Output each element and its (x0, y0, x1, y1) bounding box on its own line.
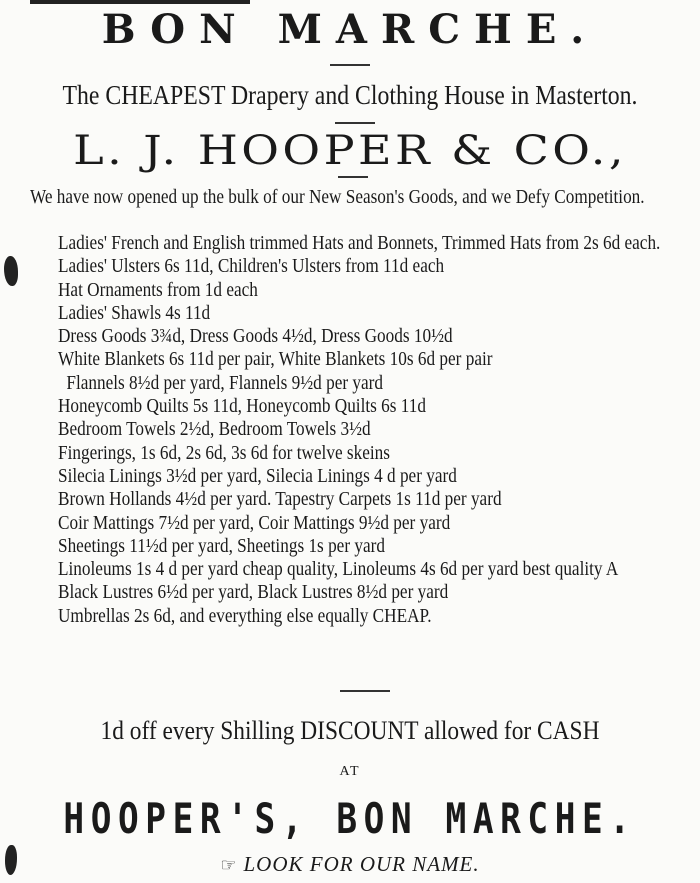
list-item: Ladies' Ulsters 6s 11d, Children's Ulsters from 11d each (58, 255, 445, 278)
list-item: Hat Ornaments from 1d each (58, 278, 258, 301)
top-border-rule (30, 0, 250, 4)
list-item: Ladies' Shawls 4s 11d (58, 301, 211, 324)
list-item: Black Lustres 6½d per yard, Black Lustres 8½d per yard (58, 581, 449, 604)
store-name: HOOPER'S, BON MARCHE. (63, 794, 637, 843)
list-item: Umbrellas 2s 6d, and everything else equally CHEAP. (58, 604, 432, 627)
at-label: AT (339, 764, 361, 779)
discount-line: 1d off every Shilling DISCOUNT allowed for CASH (100, 716, 600, 745)
divider-rule (338, 176, 368, 178)
advert-subtitle: The CHEAPEST Drapery and Clothing House in Masterton. (62, 80, 638, 110)
look-for-name-text: LOOK FOR OUR NAME. (243, 852, 480, 876)
divider-rule (330, 64, 370, 66)
intro-text: We have now opened up the bulk of our New Season's Goods, and we Defy Competition. (30, 186, 645, 208)
goods-list (58, 232, 700, 628)
list-item: Silecia Linings 3½d per yard, Silecia Linings 4 d per yard (58, 464, 457, 487)
list-item: Fingerings, 1s 6d, 2s 6d, 3s 6d for twelve skeins (58, 441, 390, 464)
list-item: Bedroom Towels 2½d, Bedroom Towels 3½d (58, 418, 371, 441)
list-item: Dress Goods 3¾d, Dress Goods 4½d, Dress Goods 10½d (58, 325, 453, 348)
divider-rule (340, 690, 390, 692)
divider-rule (335, 122, 375, 124)
list-item: Ladies' French and English trimmed Hats and Bonnets, Trimmed Hats from 2s 6d each. (58, 232, 661, 254)
list-item: Coir Mattings 7½d per yard, Coir Mattings 9½d per yard (58, 511, 451, 534)
list-item: Sheetings 11½d per yard, Sheetings 1s per yard (58, 534, 385, 557)
list-item: Honeycomb Quilts 5s 11d, Honeycomb Quilts 6s 11d (58, 395, 426, 418)
list-item: White Blankets 6s 11d per pair, White Blankets 10s 6d per pair (58, 348, 493, 371)
look-for-name-line (0, 852, 700, 877)
list-item: Brown Hollands 4½d per yard. Tapestry Carpets 1s 11d per yard (58, 488, 502, 511)
pointing-hand-icon: ☞ (220, 855, 238, 875)
firm-name: L. J. HOOPER & CO., (73, 128, 627, 174)
ink-blot-mark (4, 256, 18, 286)
list-item: Linoleums 1s 4 d per yard cheap quality, Linoleums 4s 6d per yard best quality A (58, 558, 619, 581)
advert-title: BON MARCHE. (101, 6, 599, 53)
list-item: Flannels 8½d per yard, Flannels 9½d per yard (66, 371, 383, 394)
